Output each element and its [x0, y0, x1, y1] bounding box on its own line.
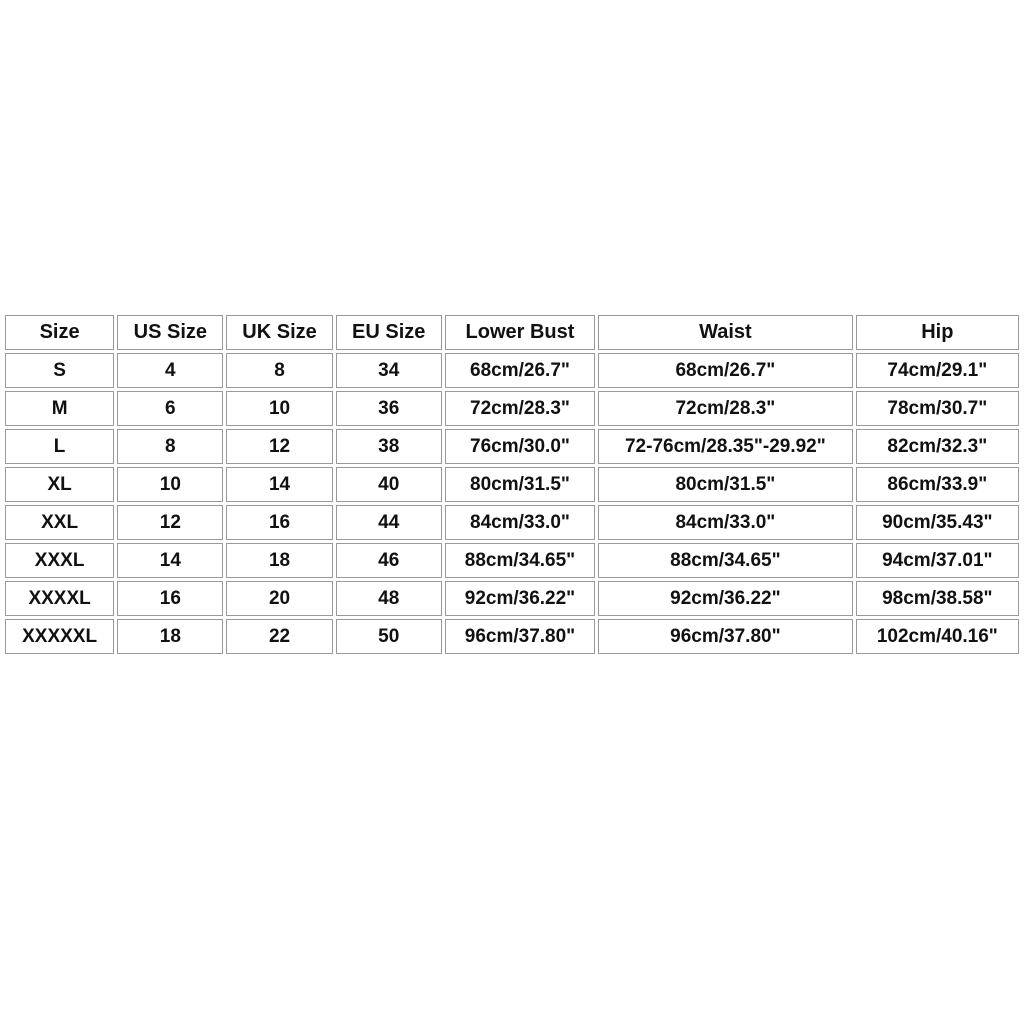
- cell-uk-size: 18: [226, 543, 332, 578]
- cell-size: XXXXXL: [5, 619, 114, 654]
- header-uk-size: UK Size: [226, 315, 332, 350]
- cell-waist: 96cm/37.80": [598, 619, 853, 654]
- cell-us-size: 4: [117, 353, 223, 388]
- cell-lower-bust: 80cm/31.5": [445, 467, 595, 502]
- cell-lower-bust: 84cm/33.0": [445, 505, 595, 540]
- cell-hip: 94cm/37.01": [856, 543, 1019, 578]
- cell-waist: 68cm/26.7": [598, 353, 853, 388]
- header-row: [5, 315, 1019, 350]
- cell-size: S: [5, 353, 114, 388]
- header-eu-size: EU Size: [336, 315, 442, 350]
- cell-lower-bust: 96cm/37.80": [445, 619, 595, 654]
- cell-waist: 72-76cm/28.35"-29.92": [598, 429, 853, 464]
- cell-us-size: 18: [117, 619, 223, 654]
- cell-uk-size: 10: [226, 391, 332, 426]
- table-row: [5, 391, 1019, 426]
- cell-eu-size: 36: [336, 391, 442, 426]
- cell-eu-size: 34: [336, 353, 442, 388]
- table-row: [5, 619, 1019, 654]
- header-waist: Waist: [598, 315, 853, 350]
- cell-waist: 80cm/31.5": [598, 467, 853, 502]
- table-row: [5, 353, 1019, 388]
- cell-hip: 78cm/30.7": [856, 391, 1019, 426]
- header-size: Size: [5, 315, 114, 350]
- cell-eu-size: 50: [336, 619, 442, 654]
- cell-hip: 86cm/33.9": [856, 467, 1019, 502]
- cell-size: XXL: [5, 505, 114, 540]
- cell-waist: 72cm/28.3": [598, 391, 853, 426]
- cell-us-size: 10: [117, 467, 223, 502]
- header-lower-bust: Lower Bust: [445, 315, 595, 350]
- cell-us-size: 8: [117, 429, 223, 464]
- header-hip: Hip: [856, 315, 1019, 350]
- cell-us-size: 12: [117, 505, 223, 540]
- cell-waist: 92cm/36.22": [598, 581, 853, 616]
- cell-size: XL: [5, 467, 114, 502]
- cell-hip: 90cm/35.43": [856, 505, 1019, 540]
- cell-us-size: 14: [117, 543, 223, 578]
- cell-uk-size: 8: [226, 353, 332, 388]
- cell-uk-size: 20: [226, 581, 332, 616]
- cell-size: M: [5, 391, 114, 426]
- cell-hip: 82cm/32.3": [856, 429, 1019, 464]
- cell-hip: 98cm/38.58": [856, 581, 1019, 616]
- cell-eu-size: 44: [336, 505, 442, 540]
- cell-size: L: [5, 429, 114, 464]
- cell-hip: 102cm/40.16": [856, 619, 1019, 654]
- cell-eu-size: 40: [336, 467, 442, 502]
- cell-lower-bust: 68cm/26.7": [445, 353, 595, 388]
- cell-waist: 84cm/33.0": [598, 505, 853, 540]
- cell-eu-size: 46: [336, 543, 442, 578]
- cell-lower-bust: 88cm/34.65": [445, 543, 595, 578]
- table-row: [5, 467, 1019, 502]
- cell-eu-size: 48: [336, 581, 442, 616]
- size-chart-table: [2, 312, 1022, 657]
- cell-uk-size: 22: [226, 619, 332, 654]
- cell-uk-size: 12: [226, 429, 332, 464]
- cell-lower-bust: 72cm/28.3": [445, 391, 595, 426]
- cell-hip: 74cm/29.1": [856, 353, 1019, 388]
- table-row: [5, 543, 1019, 578]
- table-row: [5, 581, 1019, 616]
- header-us-size: US Size: [117, 315, 223, 350]
- cell-size: XXXXL: [5, 581, 114, 616]
- cell-us-size: 16: [117, 581, 223, 616]
- table-row: [5, 429, 1019, 464]
- cell-uk-size: 14: [226, 467, 332, 502]
- cell-us-size: 6: [117, 391, 223, 426]
- cell-lower-bust: 76cm/30.0": [445, 429, 595, 464]
- cell-waist: 88cm/34.65": [598, 543, 853, 578]
- cell-size: XXXL: [5, 543, 114, 578]
- cell-eu-size: 38: [336, 429, 442, 464]
- table-row: [5, 505, 1019, 540]
- cell-uk-size: 16: [226, 505, 332, 540]
- cell-lower-bust: 92cm/36.22": [445, 581, 595, 616]
